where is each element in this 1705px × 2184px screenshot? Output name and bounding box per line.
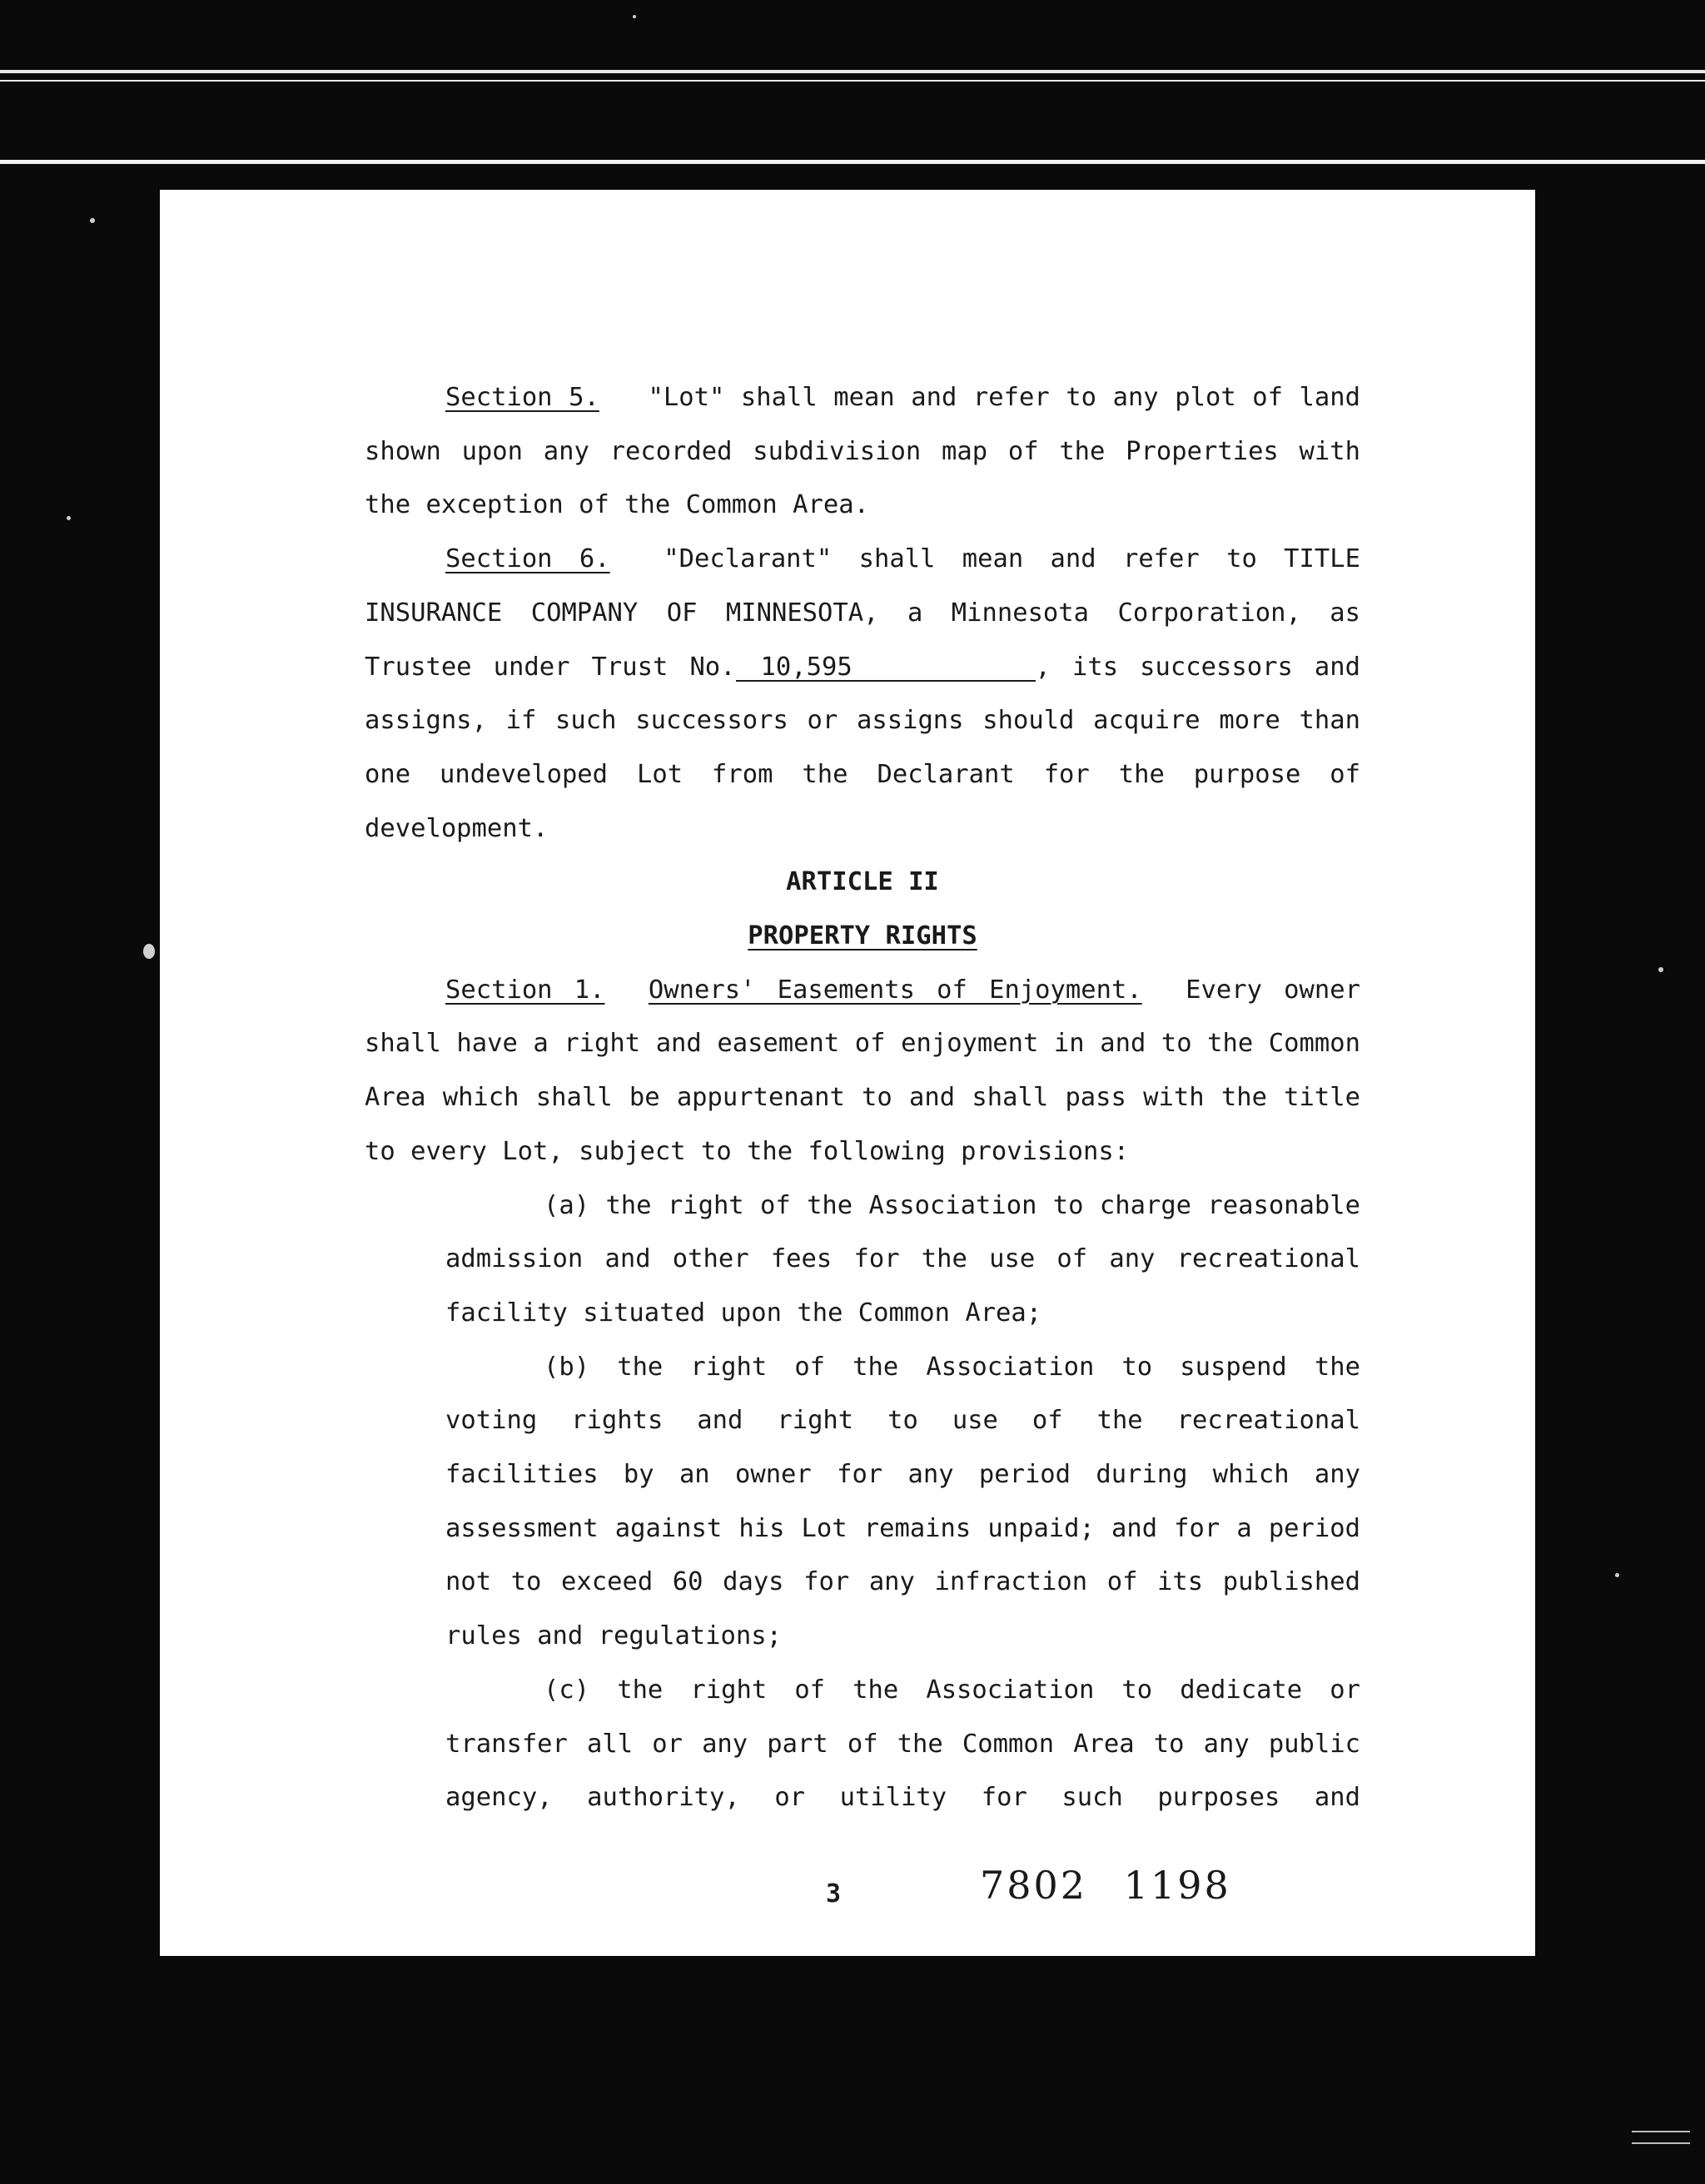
scan-speck (1658, 967, 1663, 972)
scan-speck (67, 516, 71, 520)
section-1-text: Every owner shall have a right and easement of enjoyment in and to the Common Area which shall be appurtenant to and shall pass with the title to every Lot, subject to the following provisions: (365, 975, 1360, 1166)
scan-edge-line-top (0, 70, 1705, 73)
page-number: 3 (826, 1879, 842, 1909)
trust-number-field: 10,595 (736, 655, 1036, 682)
document-page (160, 190, 1535, 1956)
scan-edge-line-corner (1632, 2131, 1690, 2132)
article-title: ARTICLE II (786, 867, 939, 897)
provision-a-text: the right of the Association to charge reasonable admission and other fees for the use of any recreational facility situated upon the Common Area; (445, 1190, 1360, 1328)
section-6-text-after: , its successors and assigns, if such successors or assigns should acquire more than one undeveloped Lot from the Declarant for the purpose of development. (365, 652, 1360, 843)
scan-edge-line-mid (0, 80, 1705, 82)
provision-c-text: the right of the Association to dedicate or transfer all or any part of the Common Area to any public agency, authority, or utility for such purposes and (445, 1675, 1360, 1813)
section-1-paragraph (365, 964, 1360, 1179)
scan-speck (143, 944, 155, 959)
article-subtitle: PROPERTY RIGHTS (748, 921, 977, 951)
section-1-label: Section 1. (445, 975, 605, 1005)
section-6-paragraph (365, 533, 1360, 856)
section-5-label: Section 5. (445, 383, 599, 412)
scan-edge-line-corner (1632, 2142, 1690, 2144)
section-6-text-before: "Declarant" shall mean and refer to TITLE INSURANCE COMPANY OF MINNESOTA, a Minnesota Corporation, as Trustee under Trust No. (365, 544, 1360, 682)
provision-a (445, 1179, 1360, 1341)
provision-b-text: the right of the Association to suspend the voting rights and right to use of the recreational facilities by an owner for any period during which any assessment against his Lot remains unpaid; and for a period not to exceed 60 days for any infraction of its published rules and regulations; (445, 1352, 1360, 1651)
document-stamp-number: 7802 1198 (980, 1863, 1231, 1908)
provision-a-label: (a) (544, 1190, 590, 1220)
section-6-label: Section 6. (445, 544, 610, 574)
section-1-heading: Owners' Easements of Enjoyment. (648, 975, 1142, 1005)
provision-c-label: (c) (544, 1675, 590, 1705)
scan-speck (90, 218, 95, 223)
scan-edge-line-lower (0, 160, 1705, 164)
scan-speck (1615, 1573, 1619, 1577)
section-5-text: "Lot" shall mean and refer to any plot of land shown upon any recorded subdivision map of the Properties with the exception of the Common Area. (365, 383, 1360, 520)
scan-speck (633, 15, 636, 18)
document-body (365, 371, 1360, 1825)
provision-c (445, 1664, 1360, 1825)
provision-b-label: (b) (544, 1352, 590, 1382)
article-subtitle-wrap (365, 910, 1360, 964)
section-5-paragraph (365, 371, 1360, 533)
provision-b (445, 1341, 1360, 1664)
